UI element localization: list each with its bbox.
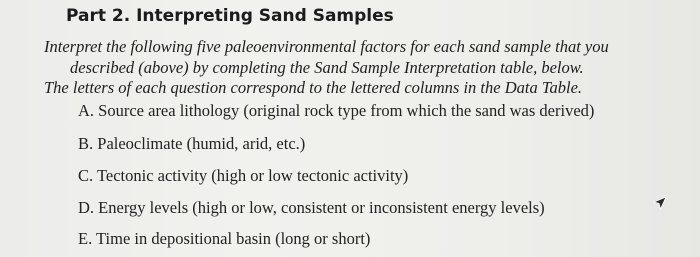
factor-letter: C. bbox=[78, 166, 94, 185]
factor-text: Source area lithology (original rock type from which the sand was derived) bbox=[98, 101, 595, 120]
factor-item-c bbox=[78, 166, 408, 186]
mouse-pointer-icon bbox=[653, 196, 667, 210]
instruction-line-3: The letters of each question correspond to the lettered columns in the Data Table. bbox=[44, 78, 583, 97]
factor-letter: E. bbox=[78, 229, 93, 248]
factor-item-a bbox=[78, 101, 594, 121]
factor-text: Paleoclimate (humid, arid, etc.) bbox=[97, 134, 306, 153]
instruction-line-2: described (above) by completing the Sand Sample Interpretation table, below. bbox=[70, 58, 584, 77]
factor-item-e bbox=[78, 229, 370, 249]
factor-text: Energy levels (high or low, consistent or inconsistent energy levels) bbox=[98, 198, 545, 217]
factor-item-b bbox=[78, 134, 305, 154]
section-heading: Part 2. Interpreting Sand Samples bbox=[66, 6, 394, 26]
factor-letter: D. bbox=[78, 198, 95, 217]
factor-letter: A. bbox=[78, 101, 95, 120]
factor-letter: B. bbox=[78, 134, 94, 153]
factor-text: Tectonic activity (high or low tectonic activity) bbox=[96, 166, 409, 185]
instruction-line-1: Interpret the following five paleoenvironmental factors for each sand sample that you bbox=[44, 37, 609, 56]
factor-item-d bbox=[78, 198, 545, 218]
factor-text: Time in depositional basin (long or short) bbox=[96, 229, 371, 248]
